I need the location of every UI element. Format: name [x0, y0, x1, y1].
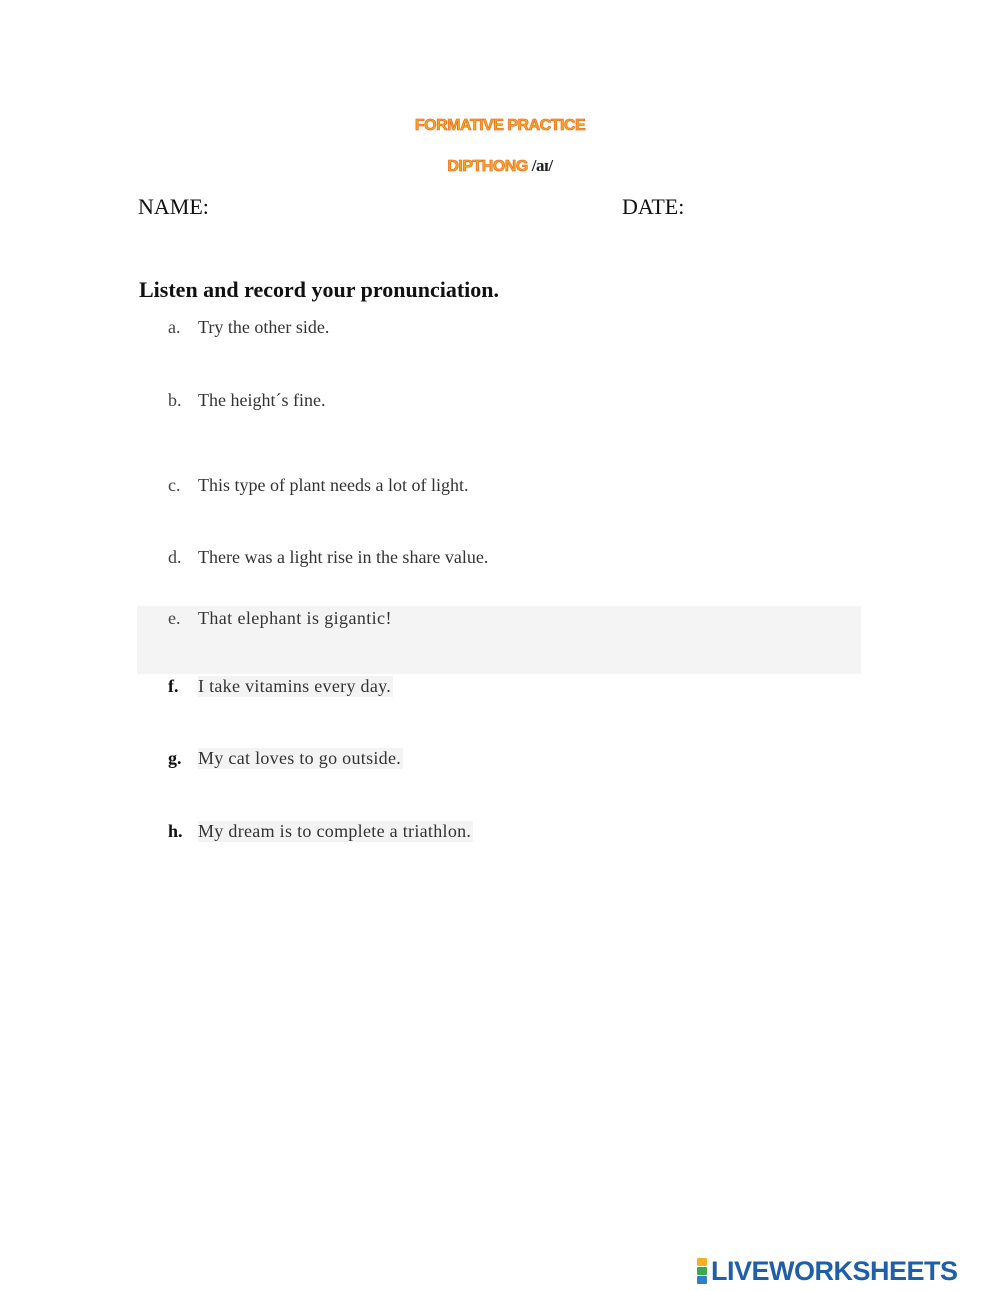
list-item [168, 608, 392, 629]
list-marker: h. [168, 821, 183, 841]
sentence: Try the other side. [198, 317, 330, 337]
instruction-heading: Listen and record your pronunciation. [139, 277, 500, 302]
sentence: That elephant is gigantic! [198, 608, 392, 628]
list-item [168, 821, 473, 842]
sentence: I take vitamins every day. [198, 676, 392, 696]
list-marker: d. [168, 547, 182, 567]
list-marker: c. [168, 475, 181, 495]
logo-icon [697, 1258, 707, 1284]
logo-block [697, 1267, 707, 1275]
subtitle-text: DIPTHONG [447, 158, 528, 175]
phoneme: /aɪ/ [531, 156, 553, 175]
sentence: There was a light rise in the share value. [198, 547, 489, 567]
list-item [168, 547, 488, 568]
sentence: My dream is to complete a triathlon. [198, 821, 472, 841]
list-marker: a. [168, 317, 181, 337]
list-marker: e. [168, 608, 181, 628]
list-marker: g. [168, 748, 182, 768]
liveworksheets-logo [697, 1256, 958, 1286]
title: FORMATIVE PRACTICE [414, 117, 586, 134]
list-item [168, 390, 325, 411]
subtitle [0, 156, 1000, 176]
sentence: This type of plant needs a lot of light. [198, 475, 469, 495]
logo-block [697, 1258, 707, 1266]
list-item [168, 317, 329, 338]
name-label: NAME: [138, 194, 209, 219]
sentence: My cat loves to go outside. [198, 748, 402, 768]
date-label: DATE: [622, 194, 685, 219]
logo-block [697, 1276, 707, 1284]
sentence: The height´s fine. [198, 390, 326, 410]
list-marker: b. [168, 390, 182, 410]
list-marker: f. [168, 676, 179, 696]
list-item [168, 748, 403, 769]
list-item [168, 475, 468, 496]
logo-text: LIVEWORKSHEETS [711, 1255, 958, 1286]
list-item [168, 676, 393, 697]
